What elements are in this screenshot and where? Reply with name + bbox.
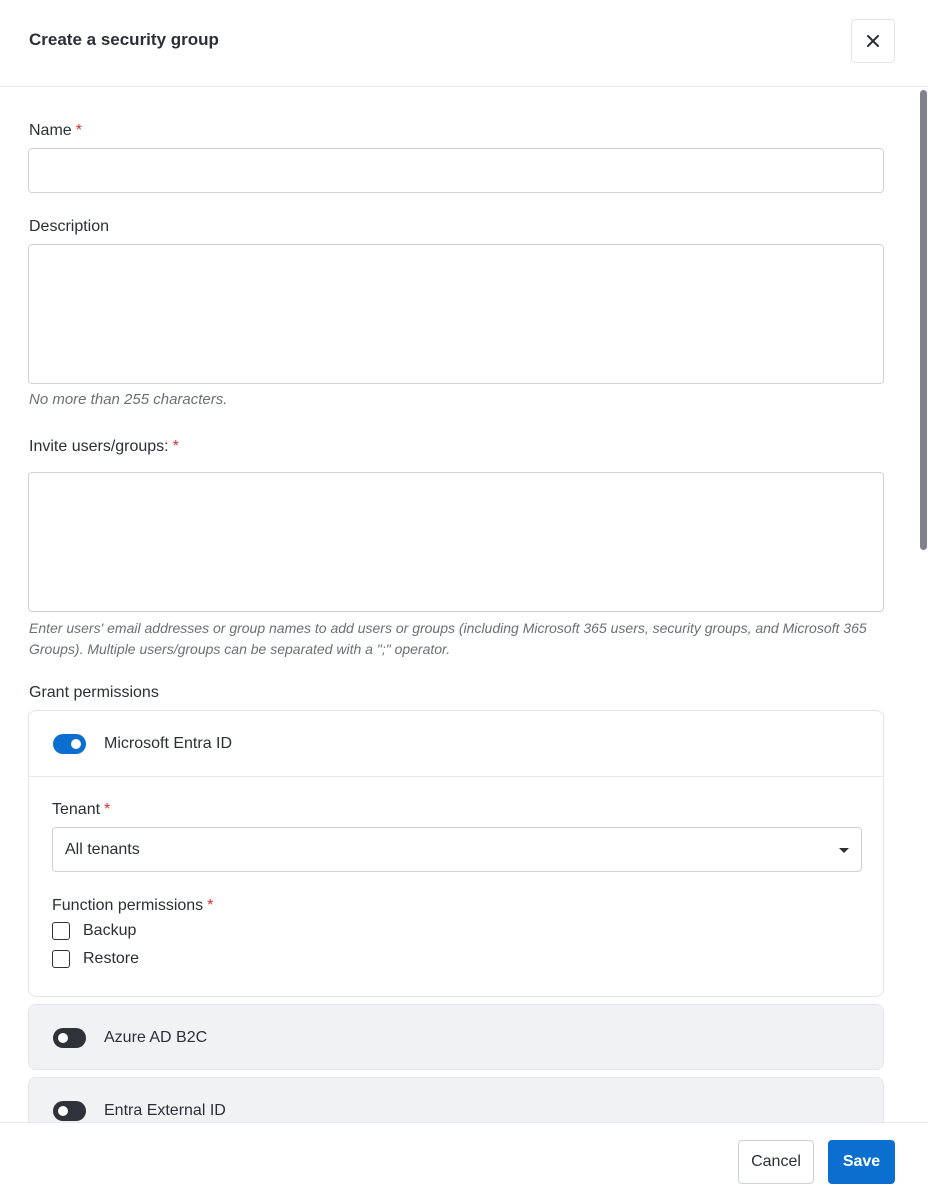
b2c-permission-panel	[28, 1004, 884, 1070]
entra-panel-divider	[29, 776, 883, 777]
scrollbar-thumb[interactable]	[920, 90, 927, 550]
caret-down-icon	[839, 848, 849, 853]
invite-label: Invite users/groups: *	[29, 438, 179, 455]
restore-checkbox-row[interactable]	[52, 950, 139, 968]
function-permissions-label: Function permissions *	[52, 897, 214, 914]
backup-checkbox-row[interactable]	[52, 922, 136, 940]
backup-label: Backup	[83, 922, 137, 939]
close-icon	[867, 35, 879, 47]
dialog-footer	[0, 1122, 928, 1198]
description-label: Description	[29, 218, 110, 235]
restore-label: Restore	[83, 950, 140, 967]
name-input[interactable]	[28, 148, 884, 193]
invite-hint: Enter users' email addresses or group names to add users or groups (including Microsoft 365 users, security groups, and Microsoft 365 Groups). Multiple users/groups can be separated with a ";" operator.	[29, 620, 867, 657]
entra-label: Microsoft Entra ID	[104, 735, 233, 752]
cancel-button[interactable]: Cancel	[738, 1140, 814, 1184]
external-toggle[interactable]	[53, 1101, 86, 1121]
close-button[interactable]	[851, 19, 895, 63]
tenant-select[interactable]	[52, 827, 862, 872]
name-label: Name *	[29, 122, 82, 139]
invite-input[interactable]	[28, 472, 884, 612]
backup-checkbox[interactable]	[52, 922, 70, 940]
grant-permissions-label: Grant permissions	[29, 684, 159, 701]
save-button[interactable]: Save	[828, 1140, 895, 1184]
tenant-selected-value: All tenants	[65, 841, 140, 858]
b2c-label: Azure AD B2C	[104, 1029, 208, 1046]
dialog-header	[0, 0, 928, 87]
entra-toggle[interactable]	[53, 734, 86, 754]
entra-permission-panel	[28, 710, 884, 997]
description-input[interactable]	[28, 244, 884, 384]
restore-checkbox[interactable]	[52, 950, 70, 968]
external-permission-panel	[28, 1077, 884, 1122]
entra-panel-header	[29, 711, 883, 776]
tenant-label: Tenant *	[52, 801, 111, 818]
external-label: Entra External ID	[104, 1102, 226, 1119]
dialog-title: Create a security group	[29, 30, 219, 49]
description-hint: No more than 255 characters.	[29, 391, 228, 408]
dialog-body	[0, 88, 928, 1122]
b2c-toggle[interactable]	[53, 1028, 86, 1048]
